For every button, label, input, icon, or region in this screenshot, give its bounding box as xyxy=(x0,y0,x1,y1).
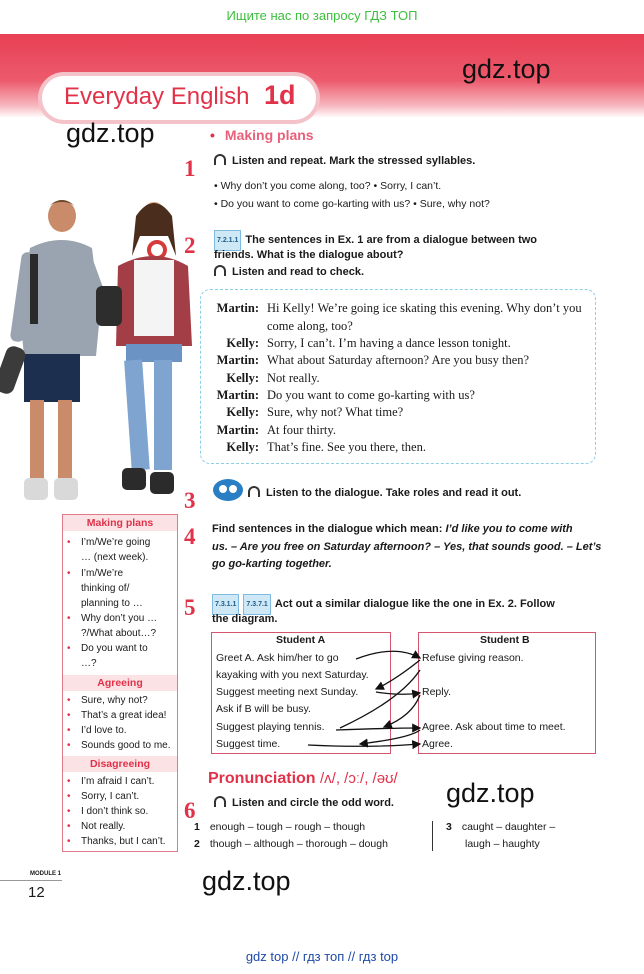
section-heading: • Making plans xyxy=(210,127,314,143)
ex1-instruction: Listen and repeat. Mark the stressed syllables. xyxy=(214,153,475,170)
ex4-instruction: go go-karting together. xyxy=(212,558,332,570)
headphones-icon xyxy=(248,486,260,497)
sidebar-heading: Making plans xyxy=(63,515,177,531)
ex2-instruction: 7.2.1.1 The sentences in Ex. 1 are from a dialogue between two xyxy=(214,230,537,251)
page-number: 12 xyxy=(28,884,45,901)
watermark: gdz.top xyxy=(462,54,551,84)
curriculum-code: 7.3.1.1 xyxy=(212,594,239,615)
ex6-instruction: Listen and circle the odd word. xyxy=(214,795,394,812)
ex1-line: • Why don’t you come along, too? • Sorry, I can’t. xyxy=(214,180,442,192)
ex6-item: laugh – haughty xyxy=(465,838,540,850)
footer-links: gdz top // гдз топ // гдз top xyxy=(245,949,399,964)
student-a-step: Suggest meeting next Sunday. xyxy=(216,686,359,698)
watermark: gdz.top xyxy=(66,118,155,148)
ex5-instruction: the diagram. xyxy=(212,613,278,625)
ex6-item: 3 caught – daughter – xyxy=(446,821,556,833)
dialogue-flow-arrows xyxy=(300,640,424,752)
headphones-icon xyxy=(214,796,226,807)
exercise-number: 6 xyxy=(184,798,196,823)
student-a-step: Suggest playing tennis. xyxy=(216,721,325,733)
teens-photo xyxy=(0,196,196,510)
pronunciation-heading: Pronunciation /ʌ/, /ɔː/, /əʊ/ xyxy=(208,770,398,787)
student-b-heading: Student B xyxy=(480,634,530,646)
student-a-heading: Student A xyxy=(276,634,326,646)
student-a-step: Suggest time. xyxy=(216,738,281,750)
headphones-icon xyxy=(214,154,226,165)
ex4-instruction: Find sentences in the dialogue which mean: I’d like you to come with xyxy=(212,523,573,535)
lesson-title-pill xyxy=(42,76,316,120)
sidebar-heading: Disagreeing xyxy=(63,756,177,772)
lesson-unit: 1d xyxy=(264,80,296,110)
watermark: gdz.top xyxy=(446,778,535,808)
student-a-step: Ask if B will be busy. xyxy=(216,703,311,715)
ex1-line: • Do you want to come go-karting with us? • Sure, why not? xyxy=(214,198,490,210)
ex2-instruction: Listen and read to check. xyxy=(214,264,364,281)
ex6-item: 2 though – although – thorough – dough xyxy=(194,838,388,850)
exercise-number: 3 xyxy=(184,488,196,513)
page-rule xyxy=(0,880,62,881)
student-a-step: kayaking with you next Saturday. xyxy=(216,669,369,681)
ex3-instruction: Listen to the dialogue. Take roles and read it out. xyxy=(248,485,521,502)
pair-work-icon xyxy=(212,478,244,502)
watermark: gdz.top xyxy=(202,866,291,896)
curriculum-code: 7.3.7.1 xyxy=(243,594,270,615)
ex6-item: 1 enough – tough – rough – though xyxy=(194,821,366,833)
sidebar-heading: Agreeing xyxy=(63,675,177,691)
exercise-number: 2 xyxy=(184,233,196,258)
headphones-icon xyxy=(214,265,226,276)
phrases-sidebar: Making plans • I’m/We’re going … (next week). • I’m/We’re thinking of/ planning to … • Why don’t you … ?/What about…? • Do you want to …? Agreeing • Sure, why not? • That’s a great idea! • I’d love to. • Sounds good to me. Disagreeing • I’m afraid I can’t. • Sorry, I can’t. • I don’t think so. • Not really. • Thanks, but I can’t. xyxy=(62,514,178,852)
curriculum-code: 7.2.1.1 xyxy=(214,230,241,251)
divider xyxy=(432,821,433,851)
exercise-number: 5 xyxy=(184,595,196,620)
student-b-step: Reply. xyxy=(422,686,451,698)
student-b-step: Agree. xyxy=(422,738,453,750)
student-b-step: Refuse giving reason. xyxy=(422,652,524,664)
lesson-title: Everyday English xyxy=(64,83,250,110)
student-a-step: Greet A. Ask him/her to go xyxy=(216,652,339,664)
top-banner: Ищите нас по запросу ГДЗ ТОП xyxy=(226,8,418,23)
module-label: MODULE 1 xyxy=(30,871,62,877)
exercise-number: 1 xyxy=(184,156,196,181)
exercise-number: 4 xyxy=(184,524,196,549)
ex2-instruction: friends. What is the dialogue about? xyxy=(214,249,404,261)
dialogue-box: Martin: Hi Kelly! We’re going ice skating this evening. Why don’t you come along, too? Kelly: Sorry, I can’t. I’m having a dance lesson tonight. Martin: What about Saturday afternoon? Are you busy then? Kelly: Not really. Martin: Do you want to come go-karting with us? Kelly: Sure, why not? What time? Martin: At four thirty. Kelly: That’s fine. See you there, then. xyxy=(200,289,596,464)
student-b-step: Agree. Ask about time to meet. xyxy=(422,721,566,733)
ex4-instruction: us. – Are you free on Saturday afternoon? – Yes, that sounds good. – Let’s xyxy=(212,541,602,553)
ex5-instruction: 7.3.1.1 7.3.7.1 Act out a similar dialogue like the one in Ex. 2. Follow xyxy=(212,594,555,615)
